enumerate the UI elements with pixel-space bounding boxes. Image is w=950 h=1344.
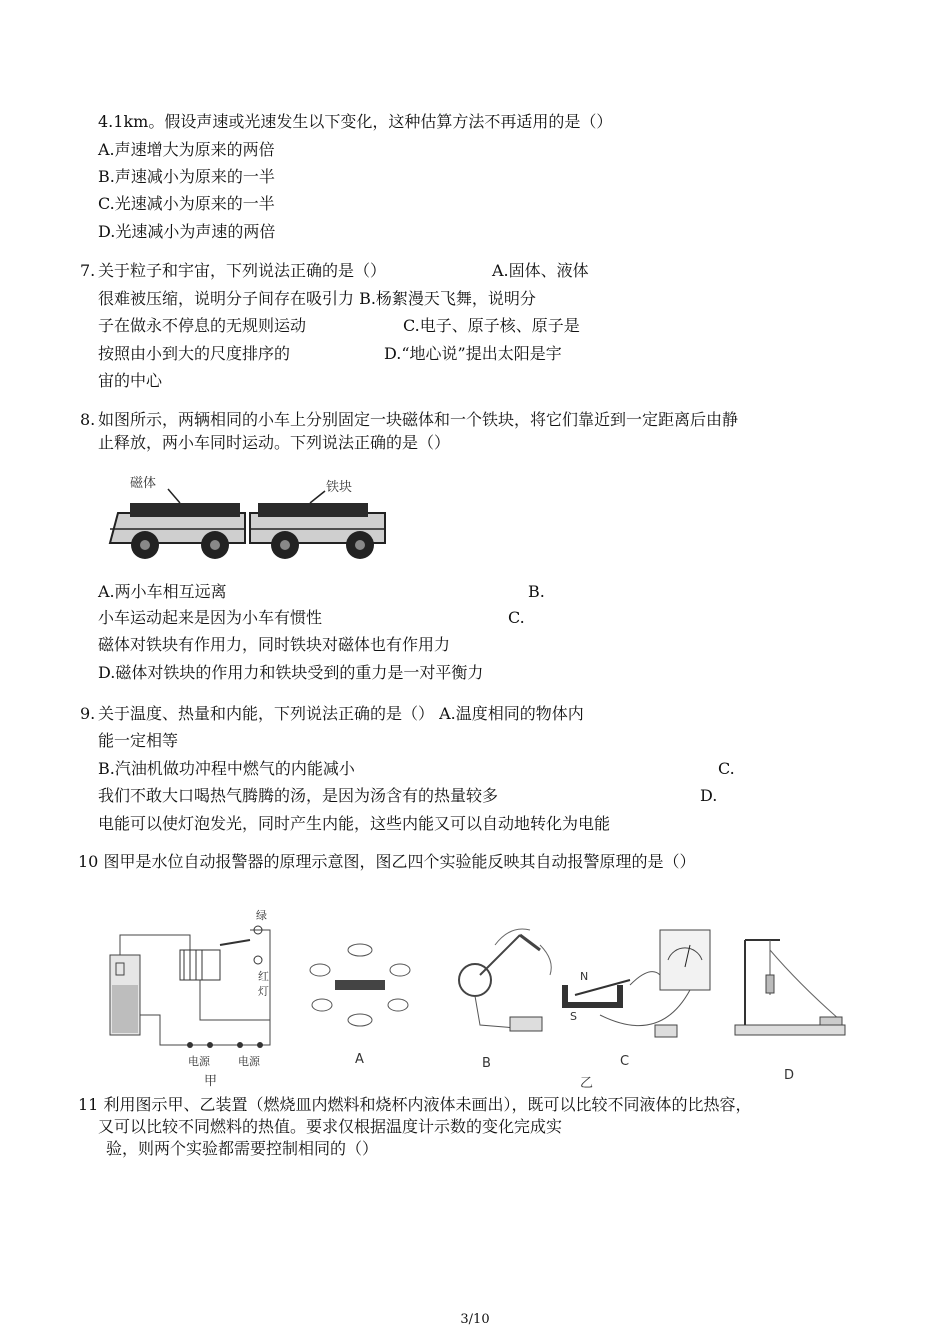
- q6-option-c: C.光速减小为原来的一半: [98, 194, 275, 213]
- q6-text-line: 4.1km。假设声速或光速发生以下变化，这种估算方法不再适用的是（）: [98, 112, 613, 131]
- q8-option-a: A.两小车相互远离: [98, 582, 227, 601]
- q7-line: 关于粒子和宇宙，下列说法正确的是（）: [98, 261, 387, 280]
- q7-line: 很难被压缩，说明分子间存在吸引力 B.杨絮漫天飞舞，说明分: [98, 289, 536, 308]
- figure-c: [565, 930, 710, 1069]
- page-number: 3/10: [460, 1312, 490, 1327]
- q6-option-b: B.声速减小为原来的一半: [98, 167, 275, 186]
- carts-figure: [100, 465, 400, 565]
- q9-number: 9.: [80, 704, 96, 723]
- q11-line: 11 利用图示甲、乙装置（燃烧皿内燃料和烧杯内液体未画出），既可以比较不同液体的比热容，: [78, 1095, 752, 1114]
- q11-line: 验，则两个实验都需要控制相同的（）: [106, 1139, 379, 1158]
- q7-option-d: D.“地心说”提出太阳是宇: [384, 344, 562, 363]
- lamp-label: 灯: [258, 985, 269, 998]
- figure-jia: [110, 909, 270, 1089]
- green-label: 绿: [256, 909, 267, 922]
- q8-line: 如图所示，两辆相同的小车上分别固定一块磁体和一个铁块，将它们靠近到一定距离后由静: [98, 410, 739, 429]
- q8-option-c: 磁体对铁块有作用力，同时铁块对磁体也有作用力: [98, 635, 451, 654]
- q6-option-d: D.光速减小为声速的两倍: [98, 222, 276, 241]
- alarm-figure: [100, 905, 870, 1090]
- q9-line: 关于温度、热量和内能，下列说法正确的是（） A.温度相同的物体内: [98, 704, 584, 723]
- q8-option-c-label: C.: [508, 608, 525, 627]
- red-label: 红: [258, 970, 269, 983]
- q9-option-b: B.汽油机做功冲程中燃气的内能减小: [98, 759, 355, 778]
- power-label: 电源: [238, 1055, 260, 1068]
- magnet-label: 磁体: [130, 476, 157, 491]
- q7-option-a: A.固体、液体: [492, 261, 589, 280]
- figure-a: [310, 944, 410, 1067]
- q7-line: 子在做永不停息的无规则运动: [98, 316, 307, 335]
- label-jia: 甲: [204, 1074, 218, 1089]
- q10-line: 10 图甲是水位自动报警器的原理示意图，图乙四个实验能反映其自动报警原理的是（）: [78, 852, 696, 871]
- label-yi: 乙: [580, 1076, 594, 1090]
- q7-option-c: C.电子、原子核、原子是: [403, 316, 580, 335]
- iron-label: 铁块: [326, 480, 353, 495]
- q8-option-d: D.磁体对铁块的作用力和铁块受到的重力是一对平衡力: [98, 663, 484, 682]
- q9-line: 能一定相等: [98, 731, 179, 750]
- label-a: A: [355, 1052, 364, 1067]
- pole-s-label: S: [570, 1010, 577, 1023]
- q6-option-a: A.声速增大为原来的两倍: [98, 140, 275, 159]
- q7-number: 7.: [80, 261, 96, 280]
- label-d: D: [784, 1068, 795, 1083]
- figure-d: [735, 940, 845, 1083]
- label-c: C: [620, 1054, 630, 1069]
- q7-line: 按照由小到大的尺度排序的: [98, 344, 291, 363]
- q8-line: 止释放，两小车同时运动。下列说法正确的是（）: [98, 433, 451, 452]
- q7-line: 宙的中心: [98, 371, 163, 390]
- q8-option-b: 小车运动起来是因为小车有惯性: [98, 608, 323, 627]
- power-label: 电源: [188, 1055, 210, 1068]
- figure-b: [459, 929, 551, 1071]
- q9-option-d-label: D.: [700, 786, 718, 805]
- q9-option-c: 我们不敢大口喝热气腾腾的汤，是因为汤含有的热量较多: [98, 786, 499, 805]
- q8-option-b-label: B.: [528, 582, 545, 601]
- pole-n-label: N: [580, 970, 589, 983]
- q9-option-d: 电能可以使灯泡发光，同时产生内能，这些内能又可以自动地转化为电能: [98, 814, 611, 833]
- q9-option-c-label: C.: [718, 759, 735, 778]
- label-b: B: [482, 1056, 491, 1071]
- q11-line: 又可以比较不同燃料的热值。要求仅根据温度计示数的变化完成实: [98, 1117, 563, 1136]
- q8-number: 8.: [80, 410, 96, 429]
